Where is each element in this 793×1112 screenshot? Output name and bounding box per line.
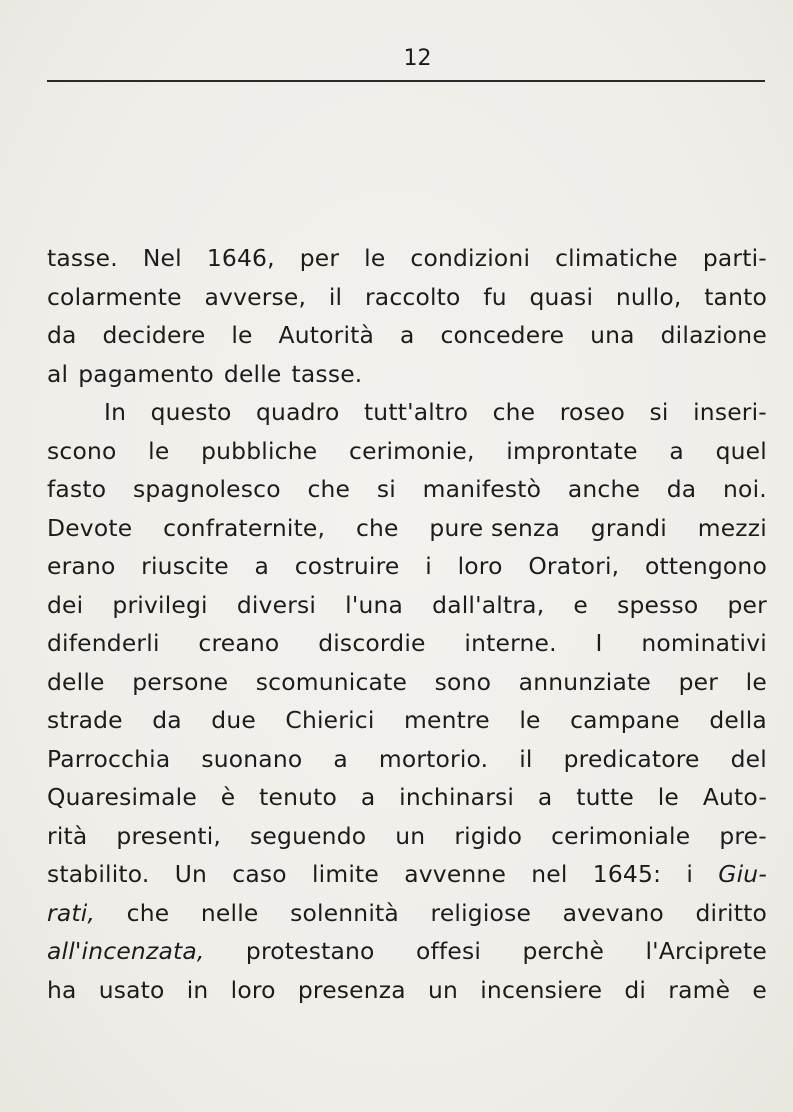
word: tutte <box>576 783 634 811</box>
word: a <box>360 783 376 811</box>
word: tenuto <box>259 783 338 811</box>
word: privilegi <box>112 590 208 619</box>
word: protestano <box>245 937 375 965</box>
word: confraternite, <box>163 513 326 542</box>
word: tasse. <box>291 359 363 388</box>
word: i <box>686 860 694 888</box>
word: cerimoniale <box>551 821 691 850</box>
text-line <box>47 932 767 971</box>
word: concedere <box>440 321 565 349</box>
word: delle <box>47 667 105 696</box>
word: avevano <box>562 898 664 927</box>
word: predicatore <box>563 744 700 773</box>
word: della <box>709 706 767 734</box>
text-line <box>47 971 767 1010</box>
word: quasi <box>529 282 594 311</box>
word: tutt'altro <box>363 398 469 426</box>
word: campane <box>570 706 680 734</box>
text-line <box>47 355 767 394</box>
text-line <box>47 701 767 740</box>
text-line <box>47 509 767 548</box>
word: a <box>333 744 348 773</box>
word: mortorio. <box>378 744 489 773</box>
word: persone <box>132 667 229 696</box>
text-line <box>47 586 767 625</box>
word: pre- <box>719 821 767 850</box>
word: si <box>376 475 396 503</box>
word: tasse. <box>47 244 118 272</box>
word: strade <box>47 706 123 734</box>
word: dilazione <box>660 321 767 349</box>
text-line <box>47 894 767 933</box>
word: le <box>519 706 541 734</box>
word: mentre <box>404 706 490 734</box>
word: fu <box>483 282 507 311</box>
word: all'incenzata, <box>47 937 205 965</box>
word: suonano <box>201 744 303 773</box>
word: diversi <box>236 590 317 619</box>
word: a <box>537 783 553 811</box>
word: nel <box>531 860 568 888</box>
word: rigido <box>454 821 523 850</box>
word: Chierici <box>285 706 375 734</box>
text-line <box>47 470 767 509</box>
word: un <box>395 821 426 850</box>
word: Giu- <box>718 860 767 888</box>
word: difenderli <box>47 629 160 657</box>
page-number: 12 <box>403 46 432 71</box>
word: i <box>425 552 432 580</box>
word: rità <box>47 821 88 850</box>
word: spesso <box>617 590 699 619</box>
word: Parrocchia <box>47 744 171 773</box>
word: discordie <box>318 629 426 657</box>
text-line <box>47 239 767 278</box>
word: Quaresimale <box>47 783 197 811</box>
header-rule <box>47 80 765 82</box>
word: roseo <box>559 398 626 426</box>
word: usato <box>98 975 165 1004</box>
word: le <box>231 321 253 349</box>
word: in <box>186 975 209 1004</box>
text-line <box>47 393 767 432</box>
word: parti- <box>702 244 767 272</box>
word: per <box>727 590 767 619</box>
text-line <box>47 740 767 779</box>
word: di <box>624 975 647 1004</box>
word: limite <box>311 860 380 888</box>
word: questo <box>150 398 232 426</box>
word: cerimonie, <box>349 436 475 465</box>
word: spagnolesco <box>132 475 281 503</box>
word: Nel <box>142 244 182 272</box>
word: scono <box>47 436 117 465</box>
word: le <box>657 783 680 811</box>
word: pagamento <box>78 359 214 388</box>
word: da <box>152 706 182 734</box>
word: religiose <box>430 898 532 927</box>
word: presenza <box>297 975 406 1004</box>
text-line <box>47 778 767 817</box>
word: fasto <box>47 475 107 503</box>
word: da <box>666 475 697 503</box>
word: Devote <box>47 513 133 542</box>
word: al <box>47 359 69 388</box>
word: rati, <box>47 898 96 927</box>
text-line <box>47 432 767 471</box>
word: le <box>148 436 170 465</box>
word: del <box>730 744 767 773</box>
word: Auto- <box>702 783 767 811</box>
text-line <box>47 278 767 317</box>
word: I <box>595 629 603 657</box>
word: loro <box>230 975 276 1004</box>
word: ramè <box>668 975 731 1004</box>
word: nominativi <box>641 629 767 657</box>
word: il <box>328 282 343 311</box>
word: creano <box>198 629 280 657</box>
word: noi. <box>723 475 767 503</box>
word: che <box>126 898 170 927</box>
word: perchè <box>522 937 605 965</box>
word: colarmente <box>47 282 182 311</box>
word: avverse, <box>204 282 307 311</box>
word: seguendo <box>250 821 367 850</box>
word: caso <box>232 860 287 888</box>
text-line <box>47 663 767 702</box>
word: è <box>220 783 236 811</box>
word: nelle <box>200 898 259 927</box>
word: che <box>492 398 536 426</box>
word: grandi <box>590 513 667 542</box>
word: il <box>519 744 533 773</box>
word: per <box>299 244 340 272</box>
word: l'una <box>345 590 404 619</box>
text-line <box>47 817 767 856</box>
word: diritto <box>695 898 767 927</box>
word: inchinarsi <box>399 783 515 811</box>
word: 1646, <box>206 244 275 272</box>
word: le <box>364 244 386 272</box>
word: da <box>47 321 77 349</box>
word: annunziate <box>518 667 651 696</box>
word: dei <box>47 590 84 619</box>
word: climatiche <box>555 244 678 272</box>
word: delle <box>223 359 282 388</box>
word: l'Arciprete <box>645 937 767 965</box>
word: Autorità <box>278 321 375 349</box>
word: per <box>678 667 719 696</box>
word: una <box>590 321 635 349</box>
word: a <box>669 436 684 465</box>
text-line <box>47 624 767 663</box>
word: In <box>104 398 127 426</box>
word: loro <box>457 552 503 580</box>
text-line <box>47 547 767 586</box>
word: riuscite <box>141 552 229 580</box>
word: due <box>211 706 256 734</box>
word: Oratori, <box>528 552 620 580</box>
word: e <box>573 590 588 619</box>
word: si <box>649 398 669 426</box>
word: incensiere <box>480 975 603 1004</box>
word: decidere <box>102 321 206 349</box>
word: a <box>254 552 270 580</box>
word: nullo, <box>615 282 682 311</box>
word: quel <box>715 436 767 465</box>
word: offesi <box>415 937 482 965</box>
word: quadro <box>256 398 340 426</box>
body-paragraphs <box>47 239 767 1009</box>
word: solennità <box>290 898 399 927</box>
word: interne. <box>464 629 557 657</box>
word: le <box>745 667 767 696</box>
word: un <box>427 975 459 1004</box>
word: anche <box>567 475 641 503</box>
word: ottengono <box>645 552 767 580</box>
word: 1645: <box>592 860 662 888</box>
word: inseri- <box>693 398 767 426</box>
word: dall'altra, <box>432 590 545 619</box>
word: pure senza <box>429 513 561 542</box>
word: Un <box>174 860 208 888</box>
word: avvenne <box>404 860 507 888</box>
word: che <box>307 475 351 503</box>
word: scomunicate <box>255 667 408 696</box>
word: costruire <box>294 552 400 580</box>
word: condizioni <box>410 244 531 272</box>
word: improntate <box>506 436 638 465</box>
word: e <box>752 975 767 1004</box>
word: ha <box>47 975 77 1004</box>
word: pubbliche <box>201 436 318 465</box>
word: mezzi <box>697 513 767 542</box>
text-line <box>47 855 767 894</box>
word: erano <box>47 552 116 580</box>
word: stabilito. <box>47 860 150 888</box>
word: sono <box>434 667 492 696</box>
word: presenti, <box>116 821 222 850</box>
word: a <box>399 321 415 349</box>
text-line <box>47 316 767 355</box>
word: raccolto <box>364 282 461 311</box>
word: tanto <box>704 282 767 311</box>
word: manifestò <box>422 475 542 503</box>
word: che <box>355 513 399 542</box>
